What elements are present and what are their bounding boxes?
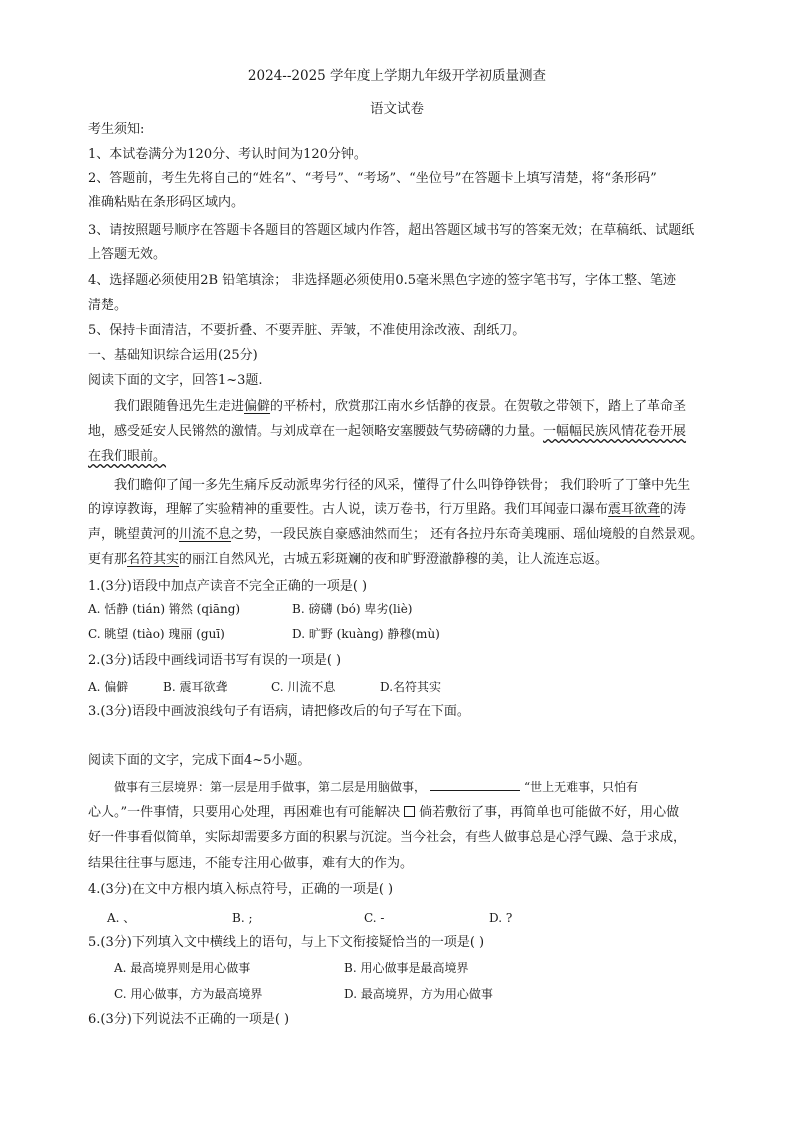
question-4-option-a[interactable]: A. 、 bbox=[107, 911, 136, 925]
underlined-word: 震耳欲聋 bbox=[608, 502, 661, 517]
question-4-option-b[interactable]: B. ; bbox=[232, 911, 253, 925]
question-1-option-a[interactable]: A. 恬静 (tián) 锵然 (qiāng) bbox=[88, 602, 241, 616]
passage-text: 更有那 bbox=[88, 552, 128, 567]
passage3-line bbox=[88, 804, 679, 822]
passage2-line bbox=[88, 526, 703, 544]
notice-item: 3、请按照题号顺序在答题卡各题目的答题区域内作答，超出答题区域书写的答案无效；在草稿纸、试题纸 bbox=[88, 223, 695, 238]
underlined-word: 名符其实 bbox=[127, 552, 180, 567]
question-4-option-d[interactable]: D. ? bbox=[489, 911, 513, 925]
wavy-sentence: 在我们眼前。 bbox=[88, 449, 167, 464]
passage-text: 我们跟随鲁迅先生走进 bbox=[114, 399, 245, 414]
notice-item: 5、保持卡面清洁，不要折叠、不要弄脏、弄皱，不准使用涂改液、刮纸刀。 bbox=[88, 323, 526, 338]
question-2-option-a[interactable]: A. 偏僻 bbox=[88, 680, 129, 694]
passage-text: 的平桥村，欣赏那江南水乡恬静的夜景。在贺敬之带领下，踏上了革命圣 bbox=[270, 399, 687, 414]
section1-heading: 一、基础知识综合运用(25分) bbox=[88, 348, 258, 363]
notice-item: 上答题无效。 bbox=[88, 247, 167, 262]
passage-text: 的丽江自然风光，古城五彩斑斓的夜和旷野澄澈静穆的美，让人流连忘返。 bbox=[179, 552, 609, 567]
notice-heading: 考生须知: bbox=[88, 122, 145, 137]
question-5-option-a[interactable]: A. 最高境界则是用心做事 bbox=[114, 961, 251, 975]
passage3-line bbox=[114, 778, 638, 796]
passage2-line bbox=[88, 551, 608, 569]
passage2-line bbox=[88, 501, 686, 519]
question-1-option-d[interactable]: D. 旷野 (kuàng) 静穆(mù) bbox=[292, 627, 440, 641]
passage2-line: 我们瞻仰了闻一多先生痛斥反动派卑劣行径的风采，懂得了什么叫铮铮铁骨； 我们聆听了丁肇中先生 bbox=[114, 478, 691, 493]
punctuation-box[interactable] bbox=[404, 806, 415, 817]
question-5-option-b[interactable]: B. 用心做事是最高境界 bbox=[344, 961, 469, 975]
question-1-option-b[interactable]: B. 磅礴 (bó) 卑劣(liè) bbox=[292, 602, 413, 616]
underlined-word: 偏僻 bbox=[244, 399, 271, 414]
section1-instruction: 阅读下面的文字，回答1~3题. bbox=[88, 373, 263, 388]
question-4-stem: 4.(3分)在文中方根内填入标点符号，正确的一项是( ) bbox=[88, 882, 394, 897]
notice-item: 准确粘贴在条形码区域内。 bbox=[88, 195, 245, 210]
passage-text: 的谆谆教诲，理解了实验精神的重要性。古人说，读万卷书，行万里路。我们耳闻壶口瀑布 bbox=[88, 502, 609, 517]
notice-item: 清楚。 bbox=[88, 298, 128, 313]
passage3-line: 好一件事看似简单，实际却需要多方面的积累与沉淀。当今社会，有些人做事总是心浮气躁、急于求成， bbox=[88, 830, 687, 845]
passage1-line bbox=[88, 423, 686, 441]
passage-text: 声，眺望黄河的 bbox=[88, 527, 180, 542]
notice-item: 1、本试卷满分为120分、考认时间为120分钟。 bbox=[88, 147, 367, 162]
question-4-option-c[interactable]: C. - bbox=[364, 911, 385, 925]
notice-item: 2、答题前，考生先将自己的“姓名”、“考号”、“考场”、“坐位号”在答题卡上填写清楚，将“条形码” bbox=[88, 171, 657, 186]
exam-subtitle: 语文试卷 bbox=[370, 101, 424, 117]
passage-text: 倘若敷衍了事，再简单也可能做不好，用心做 bbox=[419, 805, 680, 820]
exam-title: 2024--2025 学年度上学期九年级开学初质量测查 bbox=[247, 68, 547, 84]
question-1-option-c[interactable]: C. 眺望 (tiào) 瑰丽 (guī) bbox=[88, 627, 225, 641]
question-5-option-d[interactable]: D. 最高境界，方为用心做事 bbox=[344, 987, 493, 1001]
passage-text: 心人。”一件事情，只要用心处理，再困难也有可能解决 bbox=[88, 805, 401, 820]
notice-item: 4、选择题必须使用2B 铅笔填涂； 非选择题必须使用0.5毫米黑色字迹的签字笔书写，字体工整、笔迹 bbox=[88, 273, 677, 288]
question-5-stem: 5.(3分)下列填入文中横线上的语句，与上下文衔接疑恰当的一项是( ) bbox=[88, 935, 485, 950]
section2-instruction: 阅读下面的文字，完成下面4~5小题。 bbox=[88, 753, 311, 768]
passage-text: 之势，一段民族自豪感油然而生； 还有各拉丹东奇美瑰丽、瑶仙境般的自然景观。 bbox=[231, 527, 704, 542]
passage1-line bbox=[114, 398, 686, 416]
wavy-sentence: 一幅幅民族风情花卷开展 bbox=[543, 424, 687, 439]
question-1-stem: 1.(3分)语段中加点产读音不完全正确的一项是( ) bbox=[88, 579, 368, 594]
question-6-stem: 6.(3分)下列说法不正确的一项是( ) bbox=[88, 1012, 290, 1027]
question-2-stem: 2.(3分)话段中画线词语书写有误的一项是( ) bbox=[88, 653, 342, 668]
underlined-word: 川流不息 bbox=[179, 527, 232, 542]
passage3-line: 结果往往事与愿违，不能专注用心做事，难有大的作为。 bbox=[88, 856, 414, 871]
passage1-line bbox=[88, 448, 166, 466]
passage-text: “世上无难事，只怕有 bbox=[524, 780, 639, 794]
passage-text: 做事有三层境界：第一层是用手做事，第二层是用脑做事， bbox=[114, 780, 427, 794]
passage-text: 的涛 bbox=[660, 502, 687, 517]
question-3-stem: 3.(3分)语段中画波浪线句子有语病，请把修改后的句子写在下面。 bbox=[88, 704, 470, 719]
question-2-option-d[interactable]: D.名符其实 bbox=[380, 680, 442, 694]
question-5-option-c[interactable]: C. 用心做事，方为最高境界 bbox=[114, 987, 263, 1001]
passage-text: 地，感受延安人民锵然的激情。与刘成章在一起领略安塞腰鼓气势磅礴的力量。 bbox=[88, 424, 544, 439]
question-2-option-b[interactable]: B. 震耳欲聋 bbox=[163, 680, 228, 694]
question-2-option-c[interactable]: C. 川流不息 bbox=[271, 680, 336, 694]
fill-blank[interactable] bbox=[430, 778, 520, 791]
